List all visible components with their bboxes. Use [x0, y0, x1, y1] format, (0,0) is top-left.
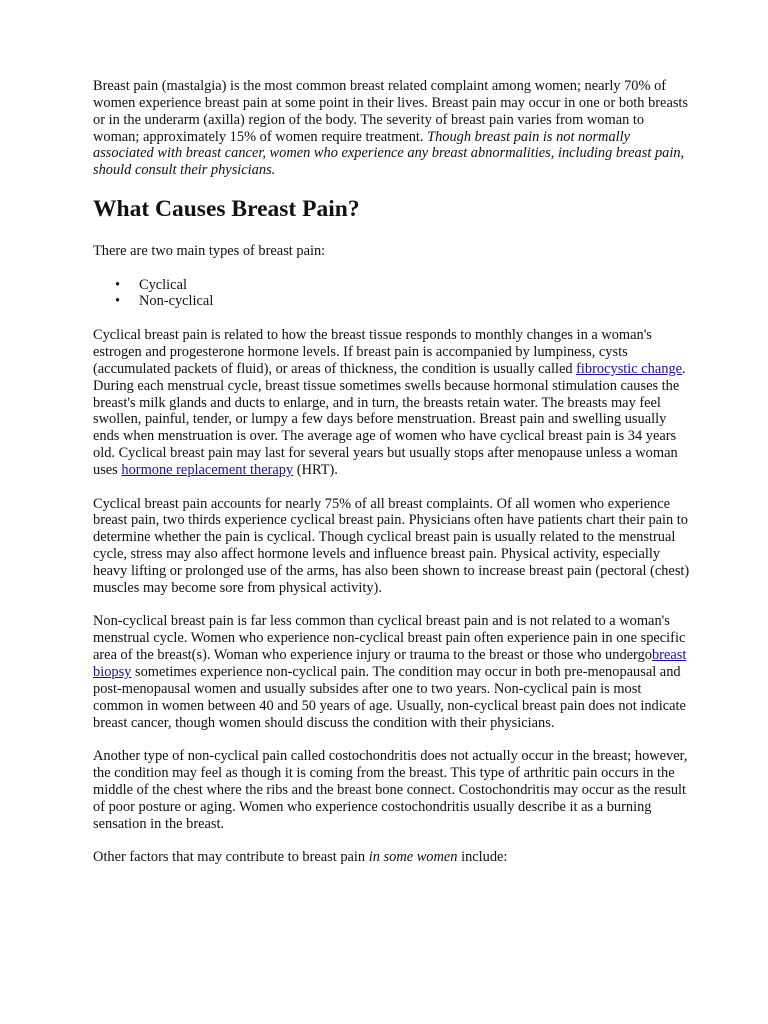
cyclical-paragraph-1 — [93, 327, 693, 479]
paragraph-text: Cyclical breast pain is related to how the breast tissue responds to monthly changes in a woman's estrogen and progesterone hormone levels. If breast pain is accompanied by lumpiness, cysts (accumulated packets of fluid), or areas of thickness, the condition is usually called — [93, 327, 652, 377]
section-heading: What Causes Breast Pain? — [93, 195, 360, 222]
pain-types-list — [93, 277, 693, 311]
italic-phrase: in some women — [368, 849, 458, 866]
document-page — [93, 78, 693, 883]
breast-biopsy-link[interactable]: breast biopsy — [93, 647, 687, 680]
costochondritis-paragraph: Another type of non-cyclical pain called costochondritis does not actually occur in the breast; however, the condition may feel as though it is coming from the breast. This type of arthritic pain occurs in the middle of the chest where the ribs and the breast bone connect. Costochondritis may occur as the result of poor posture or aging. Women who experience costochondritis usually describe it as a burning sensation in the breast. — [93, 748, 688, 832]
paragraph-text: sometimes experience non-cyclical pain. The condition may occur in both pre-menopausal and post-menopausal women and usually subsides after one to two years. Non-cyclical pain is most common in women between 40 and 50 years of age. Usually, non-cyclical breast pain does not indicate breast cancer, though women should discuss the condition with their physicians. — [93, 664, 686, 731]
paragraph-text: Non-cyclical breast pain is far less common than cyclical breast pain and is not related to a woman's menstrual cycle. Women who experience non-cyclical breast pain often experience pain in one specific area of the breast(s). Woman who experience injury or trauma to the breast or those who undergo — [93, 613, 686, 664]
intro-italic-note: Though breast pain is not normally associated with breast cancer, women who experience any breast abnormalities, including breast pain, should consult their physicians. — [93, 128, 685, 179]
paragraph-text: include: — [457, 849, 508, 866]
list-item-label: Non-cyclical — [139, 293, 214, 310]
fibrocystic-change-link[interactable]: fibrocystic change — [576, 360, 683, 377]
intro-text: Breast pain (mastalgia) is the most common breast related complaint among women; nearly 70% of women experience breast pain at some point in their lives. Breast pain may occur in one or both breasts or in the underarm (axilla) region of the body. The severity of breast pain varies from woman to woman; approximately 15% of women require treatment. — [93, 78, 689, 145]
list-item-non-cyclical — [93, 293, 693, 310]
list-item-label: Cyclical — [139, 276, 187, 293]
intro-paragraph — [93, 78, 693, 179]
hormone-replacement-therapy-link[interactable]: hormone replacement therapy — [121, 461, 294, 478]
bullet-icon: • — [115, 276, 121, 293]
other-factors-paragraph — [93, 849, 693, 866]
bullet-icon: • — [115, 293, 121, 310]
paragraph-text: Other factors that may contribute to breast pain — [93, 849, 369, 866]
non-cyclical-paragraph — [93, 613, 693, 731]
paragraph-text: . During each menstrual cycle, breast tissue sometimes swells because hormonal stimulation causes the breast's milk glands and ducts to enlarge, and in turn, the breasts retain water. The breasts may feel swollen, painful, tender, or lumpy a few days before menstruation. Breast pain and swelling usually ends when menstruation is over. The average age of women who have cyclical breast pain is 34 years old. Cyclical breast pain may last for several years but usually stops after menopause unless a woman uses — [93, 360, 686, 478]
cyclical-paragraph-2: Cyclical breast pain accounts for nearly 75% of all breast complaints. Of all women who experience breast pain, two thirds experience cyclical breast pain. Physicians often have patients chart their pain to determine whether the pain is cyclical. Though cyclical breast pain is usually related to the menstrual cycle, stress may also affect hormone levels and influence breast pain. Physical activity, especially heavy lifting or prolonged use of the arms, has also been shown to increase breast pain (pectoral (chest) muscles may become sore from physical activity). — [93, 495, 690, 596]
types-intro-paragraph: There are two main types of breast pain: — [93, 242, 326, 259]
list-item-cyclical — [93, 277, 693, 294]
paragraph-text: (HRT). — [293, 461, 338, 478]
